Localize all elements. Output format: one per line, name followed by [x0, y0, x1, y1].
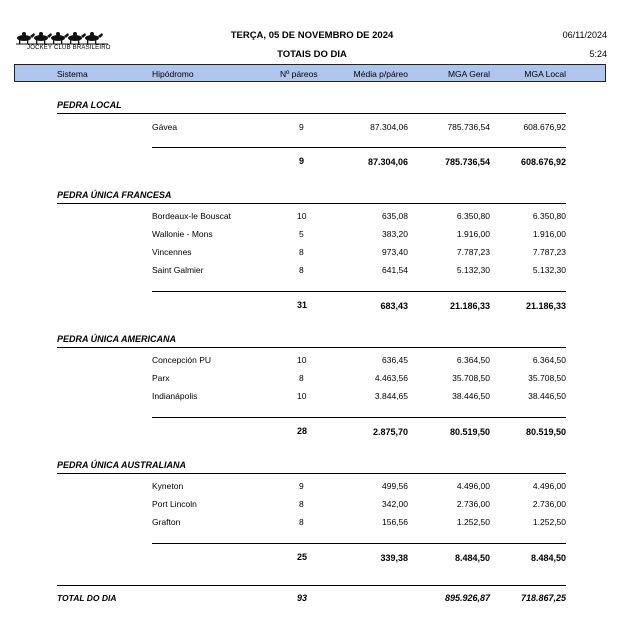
subtotal-avg: 683,43	[380, 301, 408, 311]
race-count: 8	[299, 499, 304, 509]
racetrack-name: Bordeaux-le Bouscat	[152, 211, 231, 221]
mga-geral-value: 7.787,23	[456, 247, 490, 257]
avg-per-race: 156,56	[382, 517, 408, 527]
racetrack-name: Indianápolis	[152, 391, 198, 401]
print-time: 5:24	[589, 49, 607, 59]
report-subtitle: TOTAIS DO DIA	[277, 49, 347, 60]
race-count: 10	[297, 355, 307, 365]
race-count: 10	[297, 211, 307, 221]
subtotal-mga-geral: 80.519,50	[449, 427, 490, 437]
section-divider	[57, 473, 566, 474]
race-count: 5	[299, 229, 304, 239]
col-mga-local: MGA Local	[524, 69, 566, 79]
subtotal-divider	[152, 147, 566, 148]
subtotal-mga-local: 21.186,33	[525, 301, 566, 311]
subtotal-divider	[152, 417, 566, 418]
mga-geral-value: 6.350,80	[456, 211, 490, 221]
section-divider	[57, 203, 566, 204]
race-count: 9	[299, 122, 304, 132]
racetrack-name: Port Lincoln	[152, 499, 197, 509]
racetrack-name: Kyneton	[152, 481, 184, 491]
grand-total-divider	[57, 585, 566, 586]
grand-total-mga-geral: 895.926,87	[444, 593, 490, 603]
mga-local-value: 5.132,30	[532, 265, 566, 275]
col-pareos: Nº páreos	[280, 69, 318, 79]
mga-geral-value: 4.496,00	[456, 481, 490, 491]
section-divider	[57, 113, 566, 114]
subtotal-avg: 87.304,06	[367, 157, 408, 167]
mga-local-value: 1.916,00	[532, 229, 566, 239]
subtotal-mga-geral: 8.484,50	[454, 553, 490, 563]
avg-per-race: 87.304,06	[370, 122, 408, 132]
avg-per-race: 641,54	[382, 265, 408, 275]
subtotal-race-count: 31	[297, 300, 308, 310]
avg-per-race: 383,20	[382, 229, 408, 239]
race-count: 8	[299, 373, 304, 383]
section-title: PEDRA LOCAL	[57, 100, 122, 110]
col-mga-geral: MGA Geral	[447, 69, 490, 79]
race-count: 10	[297, 391, 307, 401]
race-count: 8	[299, 517, 304, 527]
subtotal-avg: 339,38	[380, 553, 408, 563]
racetrack-name: Wallonie - Mons	[152, 229, 213, 239]
racetrack-name: Concepción PU	[152, 355, 212, 365]
report-date-title: TERÇA, 05 DE NOVEMBRO DE 2024	[230, 30, 394, 41]
mga-geral-value: 2.736,00	[456, 499, 490, 509]
col-sistema: Sistema	[57, 69, 88, 79]
section-title: PEDRA ÚNICA AMERICANA	[57, 334, 176, 344]
mga-local-value: 608.676,92	[523, 122, 566, 132]
mga-geral-value: 1.252,50	[456, 517, 490, 527]
section-title: PEDRA ÚNICA FRANCESA	[57, 190, 172, 200]
racetrack-name: Parx	[152, 373, 170, 383]
avg-per-race: 499,56	[382, 481, 408, 491]
subtotal-mga-local: 8.484,50	[530, 553, 566, 563]
avg-per-race: 636,45	[382, 355, 408, 365]
mga-local-value: 6.350,80	[532, 211, 566, 221]
print-date: 06/11/2024	[562, 30, 607, 40]
subtotal-mga-geral: 785.736,54	[444, 157, 490, 167]
mga-local-value: 4.496,00	[532, 481, 566, 491]
avg-per-race: 342,00	[382, 499, 408, 509]
race-count: 9	[299, 481, 304, 491]
mga-local-value: 1.252,50	[532, 517, 566, 527]
avg-per-race: 635,08	[382, 211, 408, 221]
racetrack-name: Saint Galmier	[152, 265, 204, 275]
race-count: 8	[299, 247, 304, 257]
avg-per-race: 973,40	[382, 247, 408, 257]
mga-local-value: 35.708,50	[528, 373, 566, 383]
avg-per-race: 3.844,65	[374, 391, 408, 401]
subtotal-divider	[152, 291, 566, 292]
race-count: 8	[299, 265, 304, 275]
mga-geral-value: 6.364,50	[456, 355, 490, 365]
subtotal-mga-local: 608.676,92	[520, 157, 566, 167]
col-hipodromo: Hipódromo	[152, 69, 194, 79]
avg-per-race: 4.463,56	[374, 373, 408, 383]
subtotal-race-count: 9	[299, 156, 305, 166]
section-title: PEDRA ÚNICA AUSTRALIANA	[57, 460, 186, 470]
racetrack-name: Vincennes	[152, 247, 192, 257]
racetrack-name: Grafton	[152, 517, 181, 527]
mga-local-value: 6.364,50	[532, 355, 566, 365]
subtotal-race-count: 28	[297, 426, 308, 436]
col-media: Média p/páreo	[353, 69, 408, 79]
subtotal-divider	[152, 543, 566, 544]
section-divider	[57, 347, 566, 348]
mga-local-value: 2.736,00	[532, 499, 566, 509]
mga-local-value: 38.446,50	[528, 391, 566, 401]
grand-total-mga-local: 718.867,25	[520, 593, 566, 603]
subtotal-avg: 2.875,70	[372, 427, 408, 437]
subtotal-race-count: 25	[297, 552, 308, 562]
mga-geral-value: 1.916,00	[456, 229, 490, 239]
mga-geral-value: 38.446,50	[452, 391, 490, 401]
logo-caption: JOCKEY CLUB BRASILEIRO	[27, 45, 111, 51]
subtotal-mga-geral: 21.186,33	[449, 301, 490, 311]
subtotal-mga-local: 80.519,50	[525, 427, 566, 437]
mga-geral-value: 5.132,30	[456, 265, 490, 275]
racetrack-name: Gávea	[152, 122, 178, 132]
mga-geral-value: 35.708,50	[452, 373, 490, 383]
mga-local-value: 7.787,23	[532, 247, 566, 257]
grand-total-race-count: 93	[297, 593, 308, 603]
grand-total-label: TOTAL DO DIA	[57, 593, 117, 603]
mga-geral-value: 785.736,54	[447, 122, 490, 132]
